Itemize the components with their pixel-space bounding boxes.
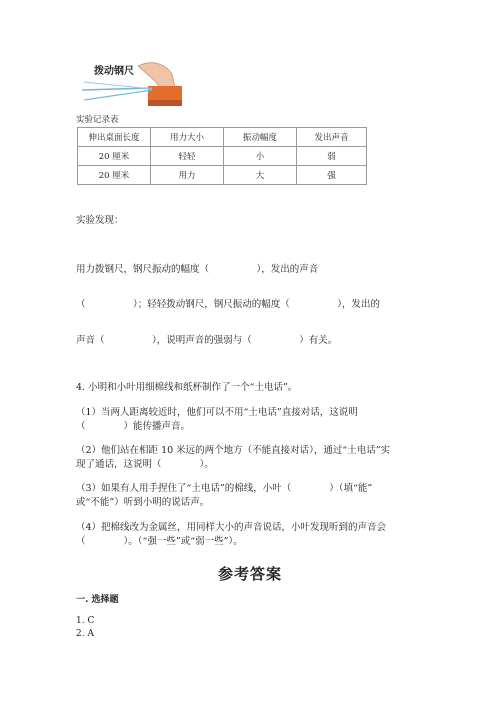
table-cell: 用力 [151,166,224,185]
header-cell: 发出声音 [297,128,367,147]
table-cell: 20 厘米 [78,166,151,185]
q4-item-2-line-1: （2）他们站在相距 10 米远的两个地方（不能直接对话），通过“土电话”实 [76,445,391,456]
discovery-label: 实验发现： [76,215,124,226]
header-cell: 用力大小 [151,128,224,147]
answers-title: 参考答案 [217,565,282,583]
discovery-line-3: 声音（ ），说明声音的强弱与（ ）有关。 [76,335,338,346]
figure-title: 拨动钢尺 [94,66,134,77]
table-header-row [78,128,367,147]
table-cell: 弱 [297,147,367,166]
discovery-line-1: 用力拨钢尺，钢尺振动的幅度（ ），发出的声音 [76,264,319,275]
answers-section-heading: 一. 选择题 [76,595,119,605]
question-4-title: 4. 小明和小叶用细棉线和纸杯制作了一个“土电话”。 [76,382,298,393]
table-caption: 实验记录表 [76,115,119,125]
header-cell: 伸出桌面长度 [78,128,151,147]
q4-item-1-line-1: （1）当两人距离较近时，他们可以不用“土电话”直接对话，这说明 [76,407,358,418]
q4-item-4-line-1: （4）把棉线改为金属丝，用同样大小的声音说话，小叶发现听到的声音会 [76,522,387,533]
q4-item-4-line-2: （ ）。（“强一些”或“弱一些”）。 [76,536,243,547]
table-cell: 大 [224,166,297,185]
q4-item-2-line-2: 现了通话，这说明（ ）。 [76,459,214,470]
experiment-record-table [77,127,367,185]
table-cell: 轻轻 [151,147,224,166]
table-row [78,147,367,166]
table-cell: 20 厘米 [78,147,151,166]
table-cell: 小 [224,147,297,166]
q4-item-3-line-2: 或“不能”）听到小明的说话声。 [76,497,210,508]
answer-item: 2. A [76,629,94,639]
table-cell: 强 [297,166,367,185]
q4-item-1-line-2: （ ）能传播声音。 [76,421,191,432]
q4-item-3-line-1: （3）如果有人用手捏住了“土电话”的棉线，小叶（ ）（填“能” [76,483,373,494]
table-row [78,166,367,185]
header-cell: 振动幅度 [224,128,297,147]
answer-item: 1. C [76,616,95,626]
steel-ruler-figure [80,58,190,110]
discovery-line-2: （ ）；轻轻拨动钢尺，钢尺振动的幅度（ ），发出的 [76,299,381,310]
